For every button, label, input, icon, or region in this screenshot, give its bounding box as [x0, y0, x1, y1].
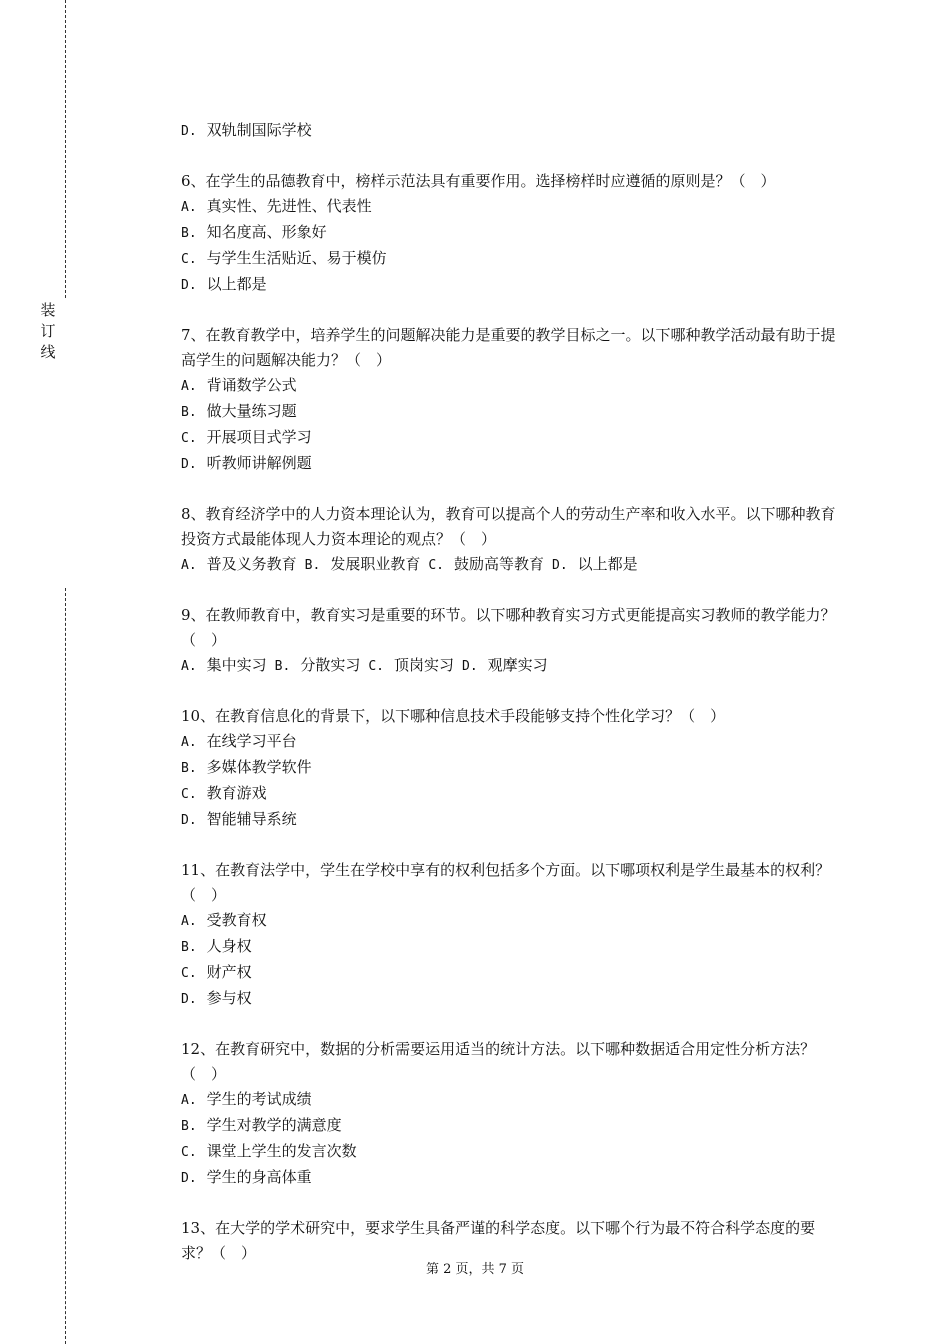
option-row — [181, 653, 841, 679]
option-text: 普及义务教育 — [206, 555, 297, 573]
option-text: 分散实习 — [300, 656, 361, 674]
option-letter: C. — [368, 659, 384, 674]
option — [181, 960, 841, 986]
option — [181, 246, 841, 272]
question-block — [181, 169, 841, 298]
option — [181, 425, 841, 451]
option-letter: D. — [462, 659, 478, 674]
option — [275, 653, 361, 679]
binding-char: 装 — [40, 301, 56, 319]
binding-line-top — [65, 0, 66, 298]
option-letter: D. — [181, 124, 197, 139]
option-text: 人身权 — [206, 937, 252, 955]
option-letter: C. — [181, 787, 197, 802]
question-text: 9、在教师教育中，教育实习是重要的环节。以下哪种教育实习方式更能提高实习教师的教学能力？（ ） — [181, 606, 836, 649]
option — [181, 807, 841, 833]
option-letter: B. — [181, 1119, 197, 1134]
option — [181, 653, 267, 679]
question-block — [181, 118, 841, 144]
option-letter: D. — [181, 457, 197, 472]
binding-char: 线 — [40, 343, 56, 361]
option-text: 学生的身高体重 — [206, 1168, 312, 1186]
question-text: 8、教育经济学中的人力资本理论认为，教育可以提高个人的劳动生产率和收入水平。以下哪种教育投资方式最能体现人力资本理论的观点？（ ） — [181, 505, 836, 548]
option — [181, 451, 841, 477]
option-text: 顶岗实习 — [394, 656, 455, 674]
option — [181, 373, 841, 399]
option-letter: D. — [181, 1171, 197, 1186]
option — [181, 220, 841, 246]
option-letter: A. — [181, 914, 197, 929]
question-text: 10、在教育信息化的背景下，以下哪种信息技术手段能够支持个性化学习？（ ） — [181, 707, 726, 725]
option-text: 与学生生活贴近、易于模仿 — [206, 249, 387, 267]
option-letter: C. — [181, 1145, 197, 1160]
option — [181, 934, 841, 960]
binding-line-bottom — [65, 588, 66, 1344]
option-letter: D. — [181, 813, 197, 828]
option-letter: B. — [181, 405, 197, 420]
option-text: 鼓励高等教育 — [454, 555, 545, 573]
option-text: 在线学习平台 — [206, 732, 297, 750]
question-block — [181, 603, 841, 679]
option — [368, 653, 454, 679]
option — [181, 729, 841, 755]
question-block — [181, 858, 841, 1012]
option-text: 多媒体教学软件 — [206, 758, 312, 776]
option-text: 智能辅导系统 — [206, 810, 297, 828]
option-letter: D. — [552, 558, 568, 573]
option-text: 背诵数学公式 — [206, 376, 297, 394]
question-text: 12、在教育研究中，数据的分析需要运用适当的统计方法。以下哪种数据适合用定性分析方法？（ ） — [181, 1040, 816, 1083]
question-block — [181, 1037, 841, 1191]
option-letter: C. — [181, 966, 197, 981]
option-letter: A. — [181, 558, 197, 573]
question-block — [181, 502, 841, 578]
option-text: 听教师讲解例题 — [206, 454, 312, 472]
option — [181, 1139, 841, 1165]
option-letter: C. — [181, 252, 197, 267]
binding-label — [38, 300, 58, 363]
option-letter: D. — [181, 992, 197, 1007]
option — [462, 653, 548, 679]
option-text: 开展项目式学习 — [206, 428, 312, 446]
option — [181, 986, 841, 1012]
question-text: 6、在学生的品德教育中，榜样示范法具有重要作用。选择榜样时应遵循的原则是？（ ） — [181, 172, 776, 190]
option-letter: B. — [181, 761, 197, 776]
question-list — [181, 118, 841, 1291]
option — [181, 1087, 841, 1113]
option-text: 以上都是 — [577, 555, 638, 573]
option-text: 双轨制国际学校 — [206, 121, 312, 139]
page-footer: 第 2 页，共 7 页 — [425, 1262, 525, 1277]
option-letter: D. — [181, 278, 197, 293]
option-text: 受教育权 — [206, 911, 267, 929]
option — [181, 118, 841, 144]
option-text: 学生的考试成绩 — [206, 1090, 312, 1108]
option-letter: A. — [181, 1093, 197, 1108]
option — [181, 552, 297, 578]
option — [428, 552, 544, 578]
option — [181, 399, 841, 425]
option-text: 学生对教学的满意度 — [206, 1116, 342, 1134]
option-text: 观摩实习 — [487, 656, 548, 674]
option-letter: B. — [181, 226, 197, 241]
option-letter: A. — [181, 379, 197, 394]
option-letter: B. — [274, 659, 291, 674]
option — [181, 272, 841, 298]
option-text: 参与权 — [206, 989, 252, 1007]
option-text: 做大量练习题 — [206, 402, 297, 420]
option-text: 教育游戏 — [206, 784, 267, 802]
option-text: 发展职业教育 — [330, 555, 421, 573]
option — [181, 781, 841, 807]
option-letter: C. — [428, 558, 444, 573]
option-letter: C. — [181, 431, 197, 446]
option — [305, 552, 421, 578]
option-text: 财产权 — [206, 963, 252, 981]
option — [181, 908, 841, 934]
option-letter: B. — [181, 940, 197, 955]
option-text: 课堂上学生的发言次数 — [206, 1142, 357, 1160]
question-text: 11、在教育法学中，学生在学校中享有的权利包括多个方面。以下哪项权利是学生最基本的权利？（ ） — [181, 861, 831, 904]
option — [181, 1113, 841, 1139]
question-text: 13、在大学的学术研究中，要求学生具备严谨的科学态度。以下哪个行为最不符合科学态度的要求？（ ） — [181, 1219, 816, 1262]
option-letter: A. — [181, 200, 197, 215]
option-row — [181, 552, 841, 578]
option — [552, 552, 638, 578]
option — [181, 1165, 841, 1191]
option-letter: B. — [304, 558, 321, 573]
option-text: 知名度高、形象好 — [206, 223, 327, 241]
option — [181, 755, 841, 781]
option-text: 真实性、先进性、代表性 — [206, 197, 372, 215]
question-block — [181, 323, 841, 477]
question-text: 7、在教育教学中，培养学生的问题解决能力是重要的教学目标之一。以下哪种教学活动最有助于提高学生的问题解决能力？（ ） — [181, 326, 836, 369]
option — [181, 194, 841, 220]
option-letter: A. — [181, 735, 197, 750]
option-letter: A. — [181, 659, 197, 674]
option-text: 集中实习 — [206, 656, 267, 674]
option-text: 以上都是 — [206, 275, 267, 293]
question-block — [181, 704, 841, 833]
binding-char: 订 — [40, 322, 56, 340]
